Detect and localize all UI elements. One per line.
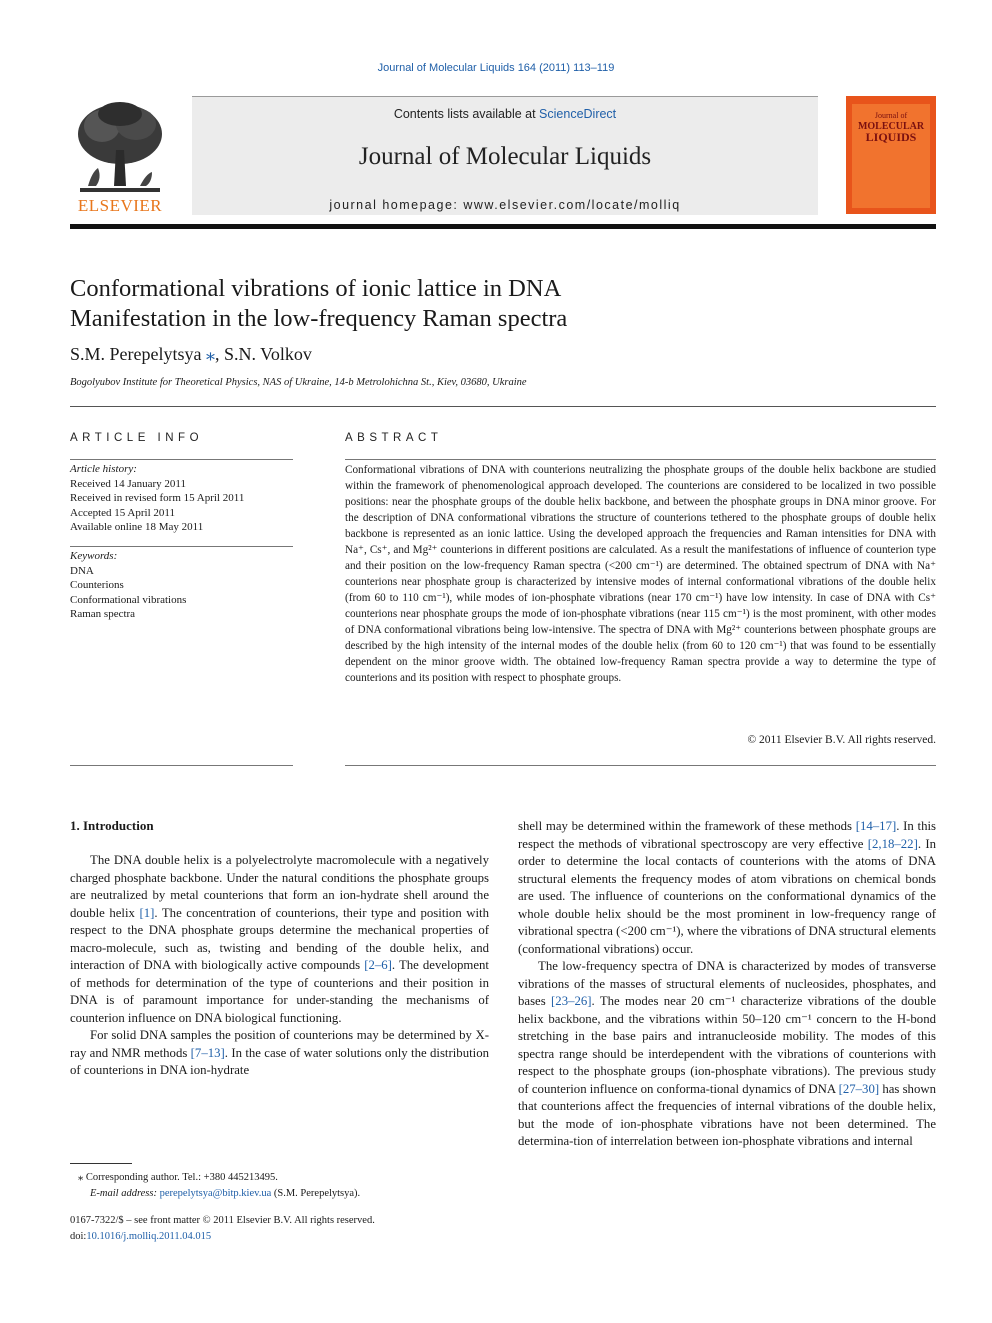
abstract-heading: ABSTRACT xyxy=(345,432,443,444)
accepted-date: Accepted 15 April 2011 xyxy=(70,506,175,519)
keyword: DNA xyxy=(70,564,94,577)
sciencedirect-link[interactable]: ScienceDirect xyxy=(539,107,617,121)
journal-cover-image[interactable] xyxy=(846,96,936,214)
divider xyxy=(70,765,293,766)
revised-date: Received in revised form 15 April 2011 xyxy=(70,492,245,504)
divider xyxy=(70,406,936,407)
email-link[interactable]: perepelytsya@bitp.kiev.ua xyxy=(159,1187,272,1199)
cover-line: Journal of xyxy=(874,111,908,120)
article-title xyxy=(70,274,930,334)
contents-line xyxy=(192,107,818,121)
keywords-label: Keywords: xyxy=(70,550,118,562)
text-run: . In this respect the methods of vibrational spectroscopy are very effective xyxy=(518,819,936,851)
reference-link[interactable]: [14–17] xyxy=(855,819,897,833)
history-label: Article history: xyxy=(70,463,137,475)
keyword: Conformational vibrations xyxy=(70,593,187,606)
text-run: For solid DNA samples the position of counterions may be determined by X-ray and NMR methods xyxy=(70,1028,489,1060)
divider xyxy=(345,765,936,766)
title-line: Manifestation in the low-frequency Raman spectra xyxy=(70,305,568,332)
footnote-text: (S.M. Perepelytsya). xyxy=(271,1187,361,1199)
reference-link[interactable]: [2–6] xyxy=(364,958,392,972)
text-run: . In the case of water solutions only the distribution of counterions in DNA ion-hydrate xyxy=(70,1045,489,1077)
reference-link[interactable]: [27–30] xyxy=(838,1081,880,1096)
reference-link[interactable]: [2,18–22] xyxy=(867,836,918,851)
footnote-divider xyxy=(70,1163,132,1164)
text-run: . The concentration of counterions, their type and position with respect to the DNA phosphate groups determine the mechanical properties of macro-molecule, such as, twisting and bending of the double helix, and interaction of DNA with biologically active compounds xyxy=(70,905,489,972)
header-divider xyxy=(70,224,936,229)
abstract-text: Conformational vibrations of DNA with counterions neutralizing the phosphate groups of the double helix backbone are studied within the framework of phenomenological approach developed. The counterions are considered to be localized in two possible positions: near the phosphate groups of the double helix backbone, and between the phosphate groups in DNA minor groove. For the description of DNA conformational vibrations the structure of counterions tethered to the phosphate groups of double helix backbone is represented as an ionic lattice. Using the developed approach the frequencies and Raman intensities for DNA with Na⁺, Cs⁺, and Mg²⁺ counterions in different positions are calculated. As a result the manifestations of influence of counterion type and their position on the low-frequency Raman spectra (<200 cm⁻¹) are determined. The obtained spectrum of DNA with Na⁺ counterions near phosphate group is characterized by intensive modes of internal conformational vibrations of the double helix (from 60 to 110 cm⁻¹), while modes of ion-phosphate vibrations (near 170 cm⁻¹) have low intensity. In case of DNA with Cs⁺ counterions near phosphate groups the mode of ion-phosphate vibrations (near 115 cm⁻¹) is the most prominent, with other modes of DNA conformational vibrations being low-intensive. The spectra of DNA with Mg²⁺ counterions between phosphate groups are described by the high intensity of the internal modes of the double helix (from 60 to 120 cm⁻¹) that was found to be essentially dependent on the minor groove width. The obtained low-frequency Raman spectra provide a way to determine the type of counterions and its position with respect to phosphate groups. xyxy=(345,464,936,684)
reference-link[interactable]: [7–13] xyxy=(190,1045,225,1060)
cover-title xyxy=(846,110,936,143)
affiliation: Bogolyubov Institute for Theoretical Physics, NAS of Ukraine, 14-b Metrolohichna St., Kiev, 03680, Ukraine xyxy=(70,377,527,388)
divider xyxy=(345,459,936,460)
paragraph xyxy=(518,818,936,958)
keyword: Counterions xyxy=(70,579,124,591)
email-note xyxy=(70,1186,489,1202)
divider xyxy=(70,459,293,460)
text-run: The DNA double helix is a polyelectrolyte macromolecule with a negatively charged phosphate backbone. Under the natural conditions the phosphate groups are neutralized by metal counterions that form an ion-hydrate shell around the double helix xyxy=(70,853,489,920)
paragraph xyxy=(518,958,936,1151)
text-run: has shown that counterions affect the frequencies of internal vibrations of the double helix, but the mode of ion-phosphate vibrations have not been determined. The determina-tion of interrelation between ion-phosphate vibrations and internal xyxy=(518,1081,936,1148)
reference-link[interactable]: [1] xyxy=(139,905,155,920)
journal-homepage[interactable]: journal homepage: www.elsevier.com/locate/molliq xyxy=(329,198,681,212)
reference-link[interactable]: [23–26] xyxy=(551,994,592,1008)
publisher-wordmark: ELSEVIER xyxy=(77,196,163,215)
keywords xyxy=(70,549,293,622)
footnote xyxy=(70,1170,489,1201)
contents-text: Contents lists available at xyxy=(393,107,540,121)
issn-line: 0167-7322/$ – see front matter © 2011 Elsevier B.V. All rights reserved. xyxy=(70,1215,375,1226)
text-run: The low-frequency spectra of DNA is characterized by modes of transverse vibrations of the masses of structural elements of nucleosides, phosphates, and bases xyxy=(518,959,936,1008)
email-label: E-mail address: xyxy=(90,1187,160,1199)
journal-masthead xyxy=(192,96,818,215)
copyright: © 2011 Elsevier B.V. All rights reserved. xyxy=(747,734,936,746)
title-line: Conformational vibrations of ionic lattice in DNA xyxy=(70,275,562,302)
footnote-mark: ⁎ xyxy=(78,1172,84,1183)
paragraph xyxy=(70,1027,489,1080)
journal-citation-link[interactable]: Journal of Molecular Liquids 164 (2011) 113–119 xyxy=(377,62,615,74)
doi-label: doi: xyxy=(70,1230,87,1242)
online-date: Available online 18 May 2011 xyxy=(70,521,204,533)
journal-name: Journal of Molecular Liquids xyxy=(358,143,652,170)
received-date: Received 14 January 2011 xyxy=(70,477,186,490)
text-run: shell may be determined within the framework of these methods xyxy=(518,819,856,833)
author-list xyxy=(70,344,312,365)
body-column-right xyxy=(518,818,936,1151)
text-run: . In order to determine the local contacts of counterions with the atoms of DNA structural elements the frequency modes of atom vibrations on chemical bonds are used. The influence of counterions on the conformational dynamics of the whole double helix should be the most prominent in low-frequency range of vibrational spectra (<200 cm⁻¹), where the vibrations of DNA structural elements (conformational vibrations) occur. xyxy=(518,836,937,956)
article-info-heading: ARTICLE INFO xyxy=(70,432,204,444)
keyword: Raman spectra xyxy=(70,608,136,620)
cover-line: LIQUIDS xyxy=(865,130,917,144)
footnote-text: Corresponding author. Tel.: +380 445213495. xyxy=(83,1172,278,1183)
corresponding-author-note xyxy=(70,1170,489,1186)
author-name[interactable]: S.M. Perepelytsya xyxy=(70,344,202,364)
text-run: . The development of methods for determination of the type of counterions and their position in DNA is of paramount importance for under-standing the mechanisms of counterion influence on DNA biological functioning. xyxy=(70,958,489,1025)
text-run: . The modes near 20 cm⁻¹ characterize vibrations of the double helix backbone, and the vibrations within 50–120 cm⁻¹ concern to the H-bond stretching in the base pairs and intranucleoside mobility. The modes of this spectra range should be interdependent with the vibrations of counterions with respect to the phosphate groups (ion-phosphate vibrations). The previous study of counterion influence on conforma-tional dynamics of DNA xyxy=(518,994,937,1096)
doi-line xyxy=(70,1229,510,1245)
section-heading: 1. Introduction xyxy=(70,818,154,833)
elsevier-logo[interactable] xyxy=(70,100,170,216)
author-name[interactable]: , S.N. Volkov xyxy=(214,344,312,364)
article-history xyxy=(70,462,293,535)
divider xyxy=(70,546,293,547)
body-column-left xyxy=(70,852,489,1080)
doi-link[interactable]: 10.1016/j.molliq.2011.04.015 xyxy=(86,1230,212,1242)
cover-line: MOLECULAR xyxy=(857,121,925,132)
paragraph xyxy=(70,852,489,1027)
front-matter xyxy=(70,1213,510,1244)
corresponding-author-mark[interactable]: ⁎ xyxy=(205,344,215,364)
